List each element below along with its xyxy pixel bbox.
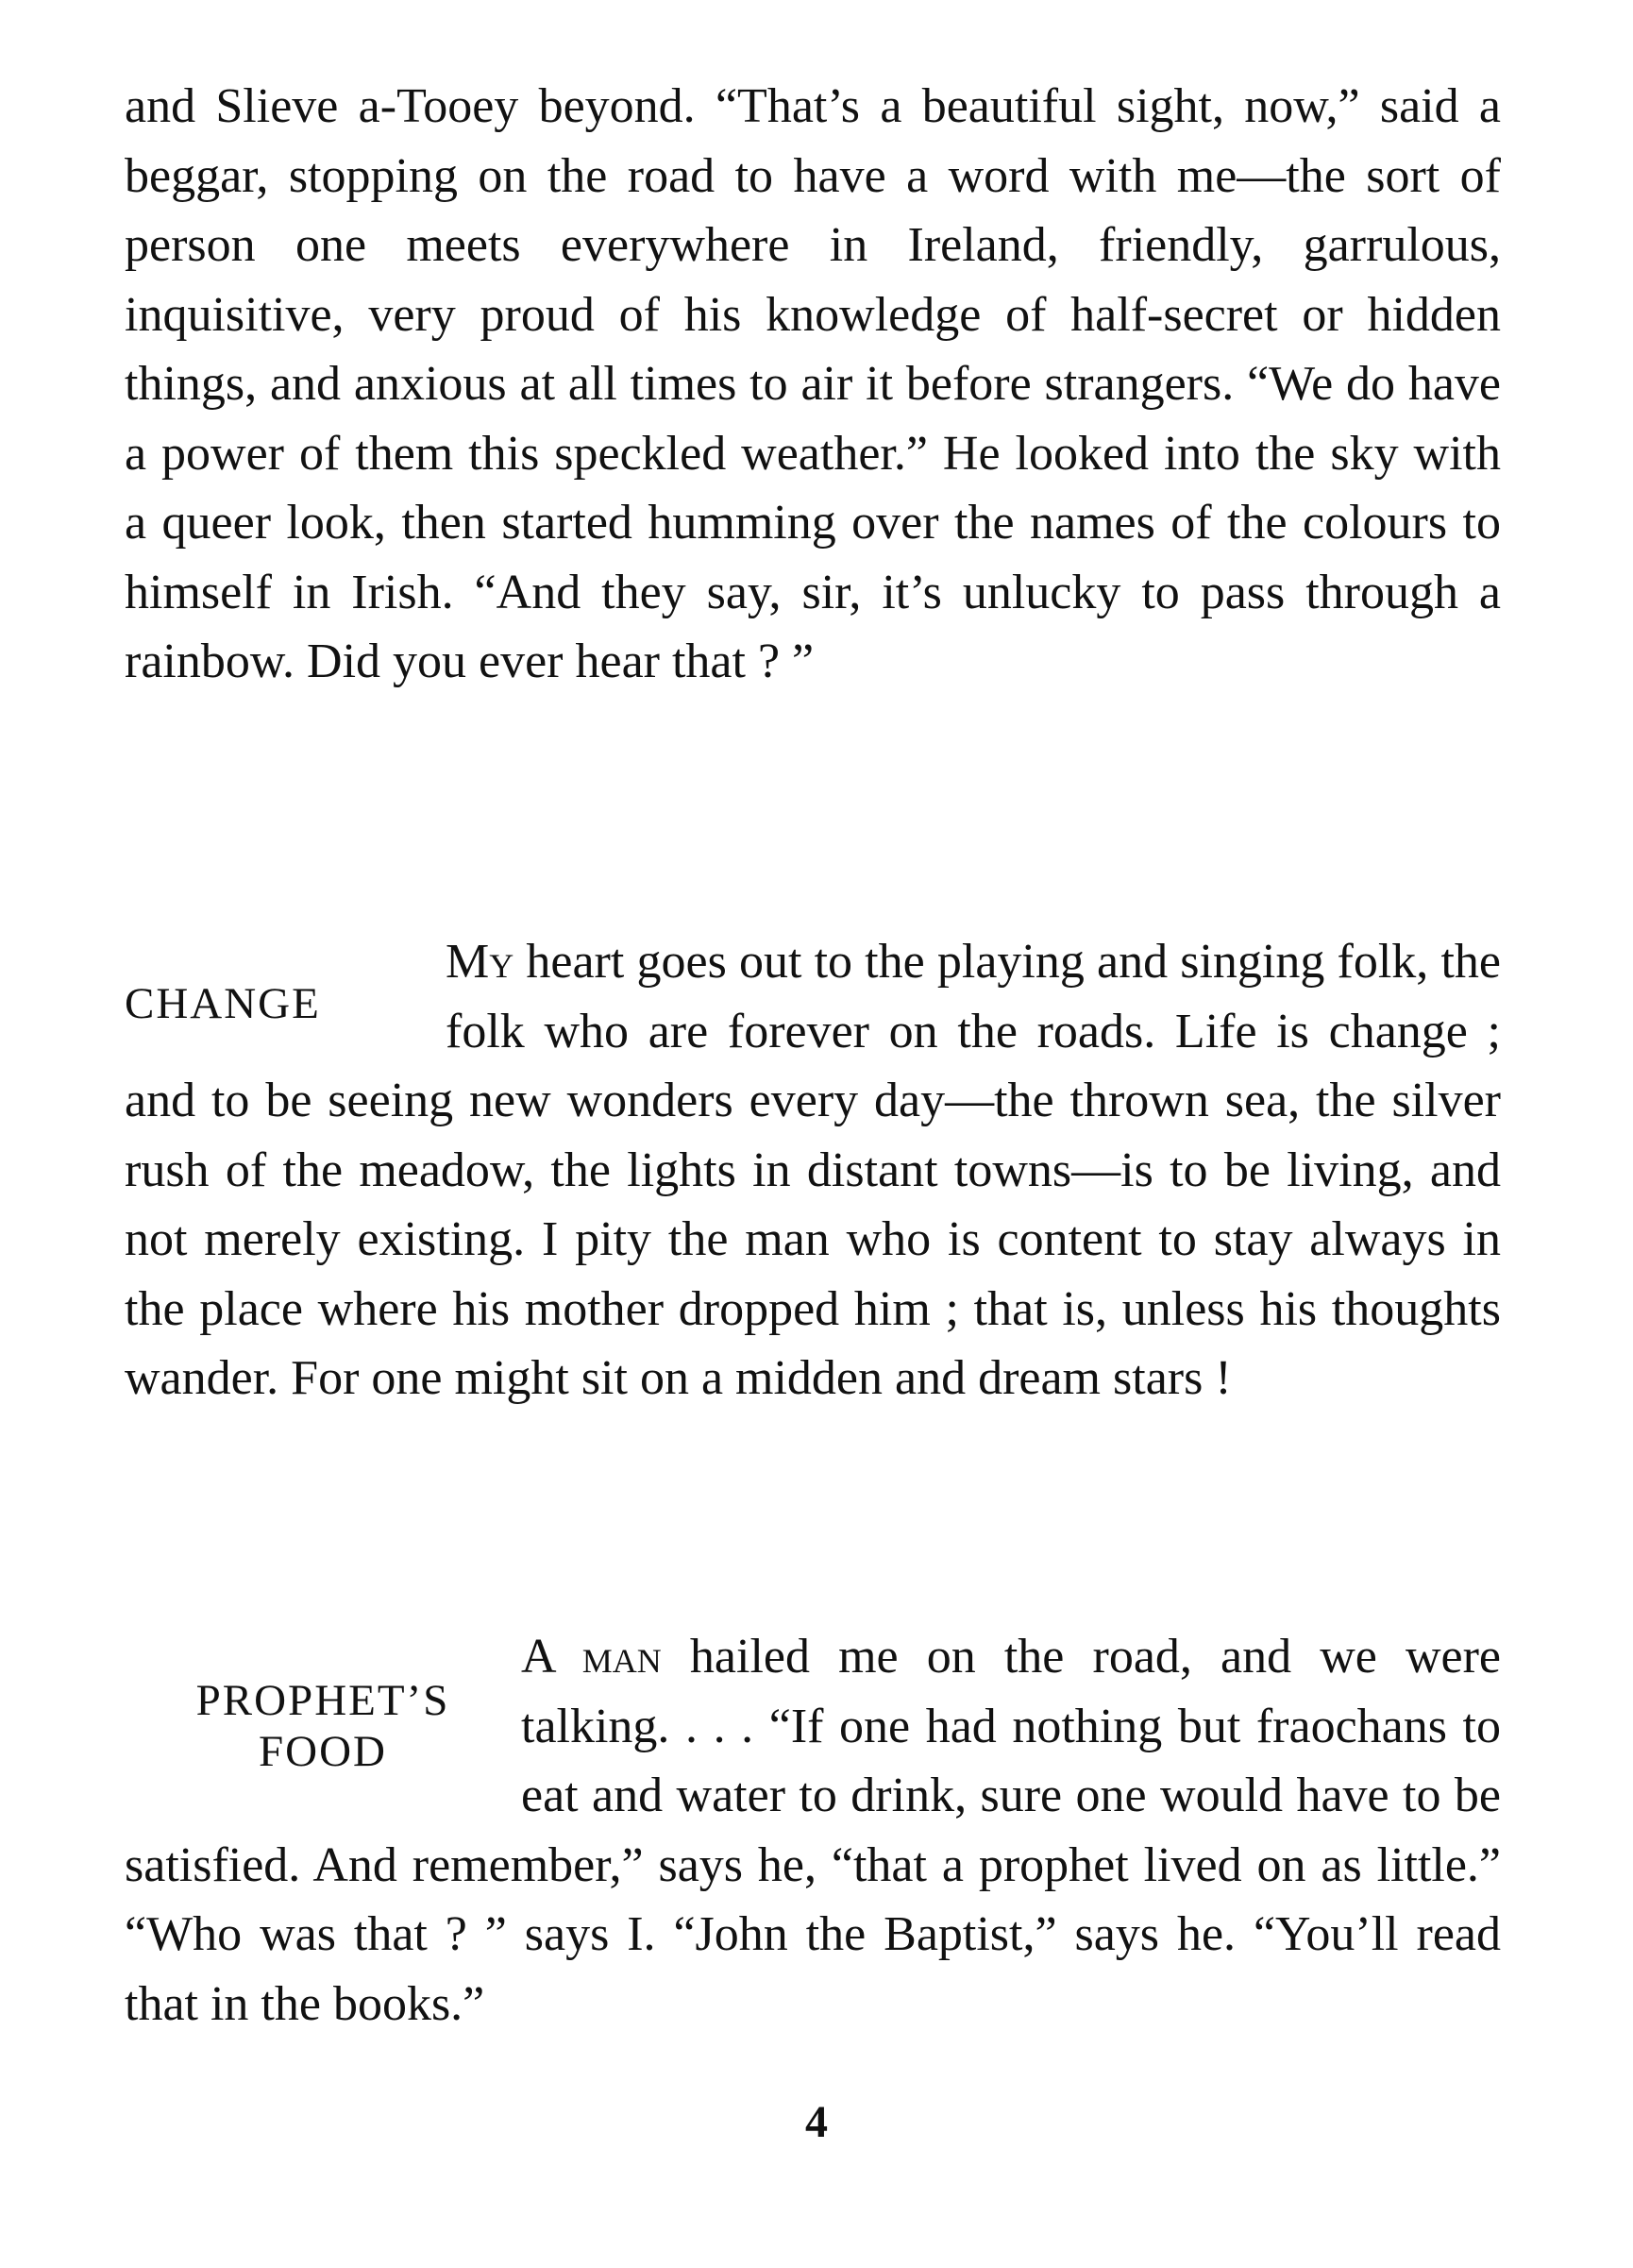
heading-change-text: CHANGE: [125, 979, 321, 1028]
section-heading-prophets-food: [125, 1675, 521, 1777]
section-prophets-food: [125, 1622, 1501, 2039]
section-change: [125, 927, 1501, 1413]
section-change-text: heart goes out to the playing and singing folk, the folk who are forever on the roads. Life is change ; and to be seeing new wonders every day—the thrown sea, the silver rush of the meadow, the lights in distant towns—is to be living, and not merely existing. I pity the man who is content to stay always in the place where his mother dropped him ; that is, unless his thoughts wander. For one might sit on a midden and dream stars !: [125, 935, 1501, 1405]
section-prophets-food-text: hailed me on the road, and we were talking. . . . “If one had nothing but fraochans to eat and water to drink, sure one would have to be satisfied. And remember,” says he, “that a prophet lived on as little.” “Who was that ? ” says I. “John the Baptist,” says he. “You’ll read that in the books.”: [125, 1630, 1501, 2031]
lead-words: A man: [521, 1630, 662, 1684]
page-number: 4: [805, 2097, 828, 2147]
section-heading-change: [125, 978, 446, 1029]
heading-line-1: PROPHET’S: [195, 1676, 450, 1725]
opening-paragraph: and Slieve a-Tooey beyond. “That’s a beautiful sight, now,” said a beggar, stopping on the road to have a word with me—the sort of person one meets everywhere in Ireland, friendly, garrulous, inquisitive, very proud of his knowledge of half-secret or hidden things, and anxious at all times to air it before strangers. “We do have a power of them this speckled weather.” He looked into the sky with a queer look, then started humming over the names of the colours to himself in Irish. “And they say, sir, it’s unlucky to pass through a rainbow. Did you ever hear that ? ”: [125, 79, 1501, 688]
lead-word: My: [446, 935, 514, 989]
heading-line-2: FOOD: [259, 1727, 387, 1776]
